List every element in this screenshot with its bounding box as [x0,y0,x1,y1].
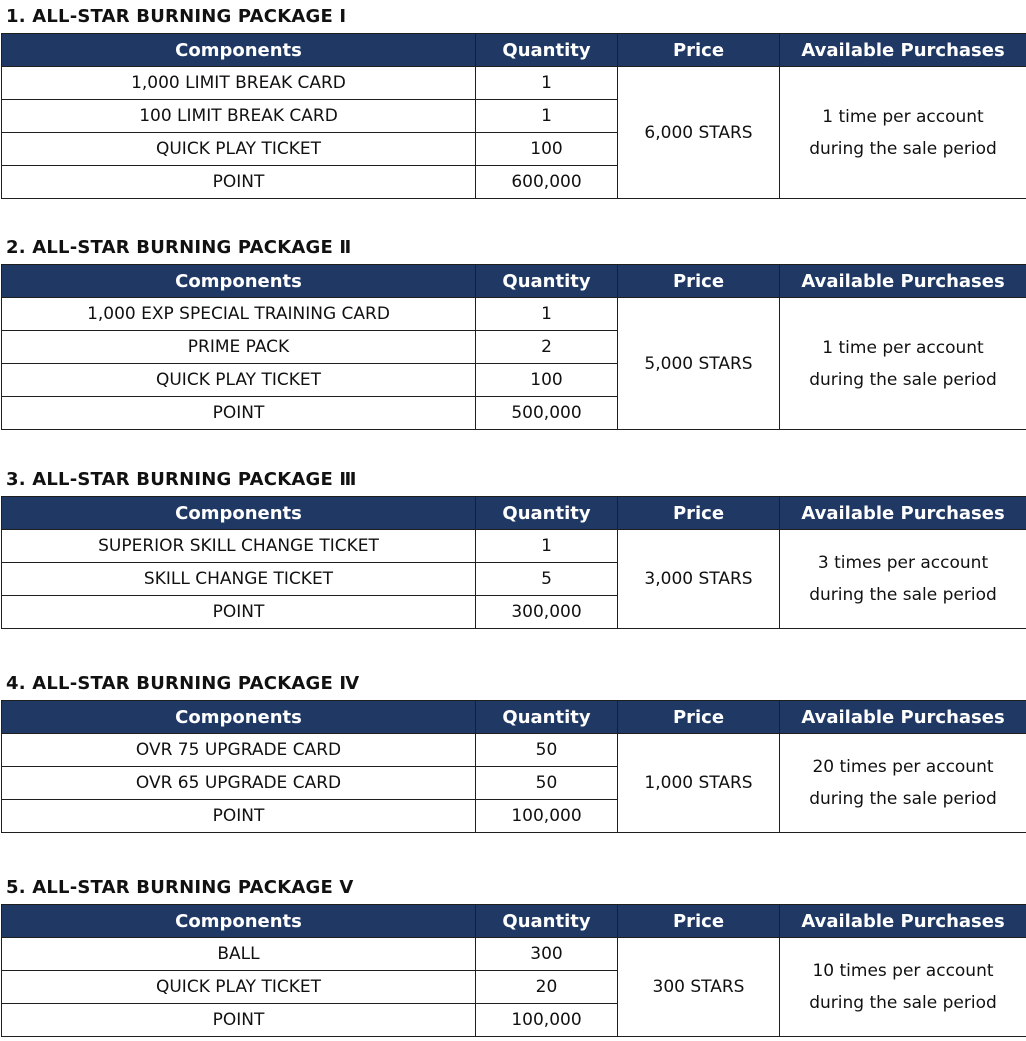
package-title: 1. ALL-STAR BURNING PACKAGE Ⅰ [6,6,347,27]
price-cell: 3,000 STARS [618,530,780,629]
table-header-row [2,497,1026,530]
price-header: Price [618,701,780,734]
price-header: Price [618,497,780,530]
availability-cell [780,298,1026,430]
table-row [2,734,1026,767]
available-purchases-header: Available Purchases [780,265,1026,298]
quantity-cell: 600,000 [476,166,618,199]
quantity-cell: 20 [476,971,618,1004]
component-cell: SUPERIOR SKILL CHANGE TICKET [2,530,476,563]
component-cell: SKILL CHANGE TICKET [2,563,476,596]
components-header: Components [2,905,476,938]
quantity-cell: 5 [476,563,618,596]
available-purchases-header: Available Purchases [780,701,1026,734]
quantity-header: Quantity [476,701,618,734]
package-title: 5. ALL-STAR BURNING PACKAGE Ⅴ [6,877,354,898]
components-header: Components [2,497,476,530]
package-table [1,496,1026,629]
table-header-row [2,34,1026,67]
component-cell: QUICK PLAY TICKET [2,133,476,166]
package-title: 4. ALL-STAR BURNING PACKAGE Ⅳ [6,673,360,694]
quantity-cell: 300 [476,938,618,971]
component-cell: POINT [2,1004,476,1037]
component-cell: POINT [2,800,476,833]
price-header: Price [618,905,780,938]
table-row [2,298,1026,331]
component-cell: 1,000 LIMIT BREAK CARD [2,67,476,100]
table-header-row [2,905,1026,938]
availability-cell [780,938,1026,1037]
components-header: Components [2,265,476,298]
availability-cell [780,67,1026,199]
price-cell: 6,000 STARS [618,67,780,199]
table-header-row [2,701,1026,734]
quantity-header: Quantity [476,497,618,530]
available-purchases-header: Available Purchases [780,34,1026,67]
component-cell: QUICK PLAY TICKET [2,971,476,1004]
price-header: Price [618,265,780,298]
quantity-cell: 300,000 [476,596,618,629]
component-cell: 100 LIMIT BREAK CARD [2,100,476,133]
availability-cell [780,530,1026,629]
quantity-cell: 100 [476,364,618,397]
components-header: Components [2,34,476,67]
quantity-cell: 1 [476,100,618,133]
component-cell: POINT [2,397,476,430]
availability-line: 1 time per account [822,337,984,358]
availability-line: during the sale period [809,585,997,605]
table-row [2,67,1026,100]
availability-line: 1 time per account [822,106,984,127]
quantity-header: Quantity [476,905,618,938]
components-header: Components [2,701,476,734]
availability-line: 20 times per account [812,757,994,777]
component-cell: PRIME PACK [2,331,476,364]
quantity-header: Quantity [476,265,618,298]
component-cell: 1,000 EXP SPECIAL TRAINING CARD [2,298,476,331]
quantity-cell: 50 [476,767,618,800]
component-cell: BALL [2,938,476,971]
availability-line: during the sale period [809,138,997,159]
price-header: Price [618,34,780,67]
quantity-cell: 500,000 [476,397,618,430]
available-purchases-header: Available Purchases [780,497,1026,530]
package-table [1,33,1026,199]
package-title: 2. ALL-STAR BURNING PACKAGE Ⅱ [6,237,352,258]
available-purchases-header: Available Purchases [780,905,1026,938]
component-cell: OVR 75 UPGRADE CARD [2,734,476,767]
quantity-cell: 1 [476,67,618,100]
package-table [1,264,1026,430]
availability-cell [780,734,1026,833]
quantity-cell: 1 [476,530,618,563]
table-row [2,938,1026,971]
quantity-header: Quantity [476,34,618,67]
price-cell: 5,000 STARS [618,298,780,430]
quantity-cell: 100,000 [476,800,618,833]
package-title: 3. ALL-STAR BURNING PACKAGE Ⅲ [6,469,357,490]
price-cell: 300 STARS [618,938,780,1037]
quantity-cell: 100 [476,133,618,166]
availability-line: 10 times per account [812,961,994,981]
table-row [2,530,1026,563]
quantity-cell: 2 [476,331,618,364]
quantity-cell: 50 [476,734,618,767]
price-cell: 1,000 STARS [618,734,780,833]
component-cell: QUICK PLAY TICKET [2,364,476,397]
quantity-cell: 1 [476,298,618,331]
package-table [1,700,1026,833]
availability-line: during the sale period [809,993,997,1013]
component-cell: OVR 65 UPGRADE CARD [2,767,476,800]
quantity-cell: 100,000 [476,1004,618,1037]
table-header-row [2,265,1026,298]
package-table [1,904,1026,1037]
availability-line: during the sale period [809,369,997,390]
component-cell: POINT [2,596,476,629]
availability-line: 3 times per account [817,553,989,573]
component-cell: POINT [2,166,476,199]
availability-line: during the sale period [809,789,997,809]
